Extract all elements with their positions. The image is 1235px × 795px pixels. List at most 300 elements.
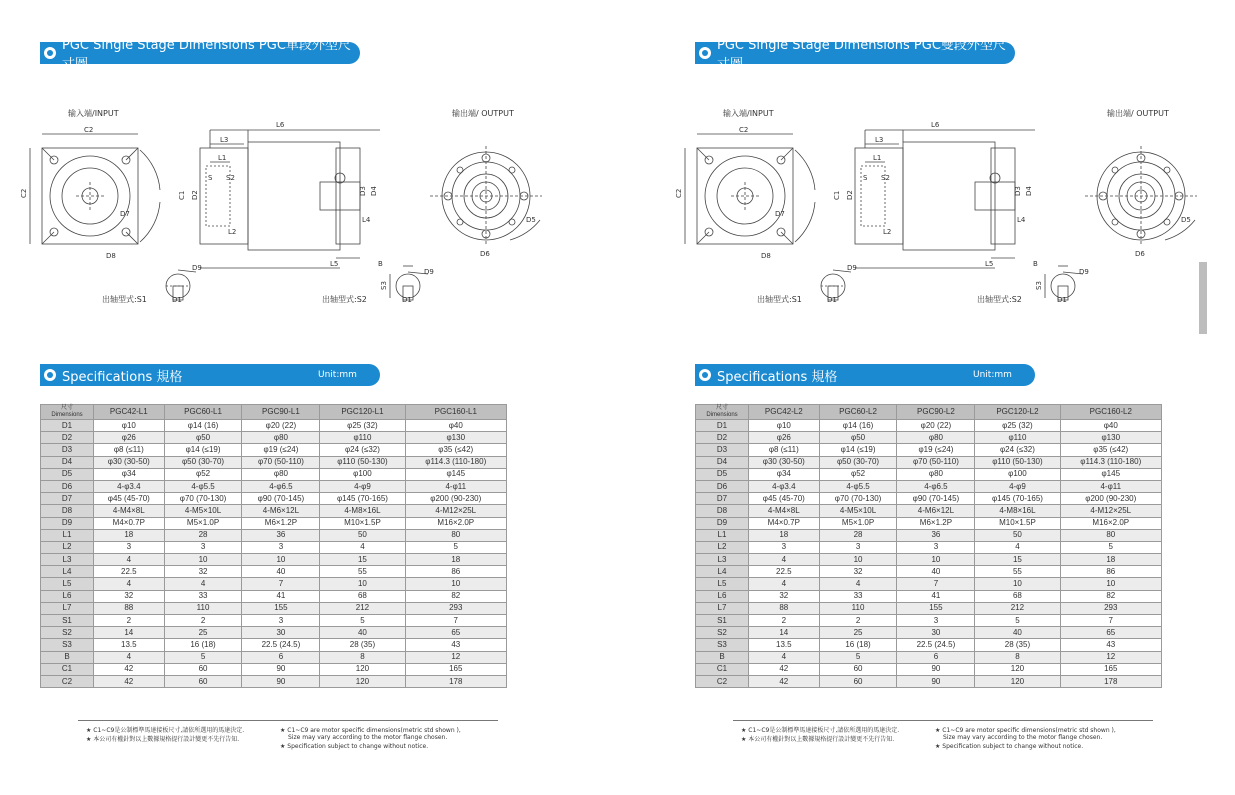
- table-cell: 25: [164, 627, 242, 639]
- table-row: [41, 651, 507, 663]
- table-row: [696, 615, 1162, 627]
- table-cell: φ90 (70-145): [897, 493, 975, 505]
- svg-text:D5: D5: [526, 216, 536, 224]
- table-cell: 14: [94, 627, 165, 639]
- table-cell: φ35 (≤42): [1060, 444, 1161, 456]
- header-model: PGC160-L1: [405, 405, 506, 420]
- table-cell: 32: [819, 566, 897, 578]
- table-cell: 41: [897, 590, 975, 602]
- table-cell: φ70 (70-130): [819, 493, 897, 505]
- table-cell: φ80: [897, 468, 975, 480]
- table-cell: 165: [1060, 663, 1161, 675]
- table-cell: 18: [1060, 554, 1161, 566]
- row-label: D1: [696, 420, 749, 432]
- table-row: [41, 675, 507, 687]
- svg-text:L1: L1: [873, 154, 882, 162]
- table-cell: 60: [819, 663, 897, 675]
- page-edge-tab: [1199, 262, 1207, 334]
- row-label: S3: [41, 639, 94, 651]
- dimensions-title: PGC Single Stage Dimensions PGC雙段外型尺寸圖: [717, 38, 1006, 72]
- table-row: [696, 456, 1162, 468]
- table-cell: 82: [405, 590, 506, 602]
- row-label: D6: [696, 480, 749, 492]
- output-label: 输出端/ OUTPUT: [452, 109, 514, 118]
- table-row: [696, 480, 1162, 492]
- header-dimensions-en: Dimensions: [51, 412, 83, 418]
- table-cell: 3: [819, 541, 897, 553]
- table-cell: 22.5 (24.5): [242, 639, 320, 651]
- row-label: L3: [41, 554, 94, 566]
- specifications-title: Specifications 規格: [717, 369, 838, 385]
- table-cell: 3: [242, 541, 320, 553]
- output-flange-view: [430, 146, 542, 246]
- table-cell: 4-M4×8L: [94, 505, 165, 517]
- table-row: [696, 578, 1162, 590]
- table-row: [696, 493, 1162, 505]
- table-row: [41, 639, 507, 651]
- table-cell: 4-φ9: [975, 480, 1060, 492]
- table-cell: M4×0.7P: [749, 517, 820, 529]
- table-row: [41, 529, 507, 541]
- table-cell: φ70 (50-110): [242, 456, 320, 468]
- table-cell: 80: [405, 529, 506, 541]
- table-cell: 293: [1060, 602, 1161, 614]
- table-cell: φ145: [1060, 468, 1161, 480]
- svg-text:L5: L5: [985, 260, 994, 268]
- specifications-banner: [695, 364, 1035, 386]
- table-cell: M16×2.0P: [1060, 517, 1161, 529]
- table-cell: 10: [819, 554, 897, 566]
- row-label: S1: [41, 615, 94, 627]
- row-label: D4: [41, 456, 94, 468]
- output-flange-view: [1085, 146, 1197, 246]
- row-label: D6: [41, 480, 94, 492]
- table-row: [41, 505, 507, 517]
- table-cell: 4: [94, 578, 165, 590]
- table-cell: φ145: [405, 468, 506, 480]
- table-cell: φ100: [320, 468, 405, 480]
- header-dimensions: [696, 405, 749, 420]
- table-cell: 5: [975, 615, 1060, 627]
- table-cell: φ145 (70-165): [975, 493, 1060, 505]
- table-cell: 5: [1060, 541, 1161, 553]
- note-zh-1: ★ C1~C9是公制標準馬達接板尺寸,請依所選用的馬達決定.: [741, 727, 900, 734]
- catalog-page-left: [20, 0, 580, 795]
- svg-text:D6: D6: [1135, 250, 1145, 258]
- row-label: L6: [696, 590, 749, 602]
- row-label: D3: [41, 444, 94, 456]
- note-en-1-b: Size may vary according to the motor flange chosen.: [943, 734, 1103, 741]
- table-cell: 12: [405, 651, 506, 663]
- dimensions-banner: [695, 38, 1015, 72]
- table-cell: 10: [897, 554, 975, 566]
- bullet-icon: [699, 47, 711, 59]
- input-flange-view: [685, 134, 815, 244]
- row-label: L4: [41, 566, 94, 578]
- table-cell: 10: [1060, 578, 1161, 590]
- row-label: C1: [696, 663, 749, 675]
- svg-text:S3: S3: [1035, 281, 1043, 290]
- table-cell: φ130: [405, 432, 506, 444]
- row-label: L5: [696, 578, 749, 590]
- table-cell: 4-φ11: [1060, 480, 1161, 492]
- table-cell: 4-φ9: [320, 480, 405, 492]
- row-label: D5: [696, 468, 749, 480]
- svg-text:D9: D9: [192, 264, 202, 272]
- table-cell: φ8 (≤11): [94, 444, 165, 456]
- header-dimensions-en: Dimensions: [706, 412, 738, 418]
- row-label: D4: [696, 456, 749, 468]
- table-cell: 32: [94, 590, 165, 602]
- row-label: L5: [41, 578, 94, 590]
- svg-text:B: B: [378, 260, 383, 268]
- dimensions-banner: [40, 38, 360, 72]
- note-zh-1: ★ C1~C9是公制標準馬達接板尺寸,請依所選用的馬達決定.: [86, 727, 245, 734]
- specifications-title: Specifications 規格: [62, 369, 183, 385]
- table-cell: 5: [819, 651, 897, 663]
- table-cell: 68: [320, 590, 405, 602]
- table-cell: 40: [897, 566, 975, 578]
- table-cell: φ40: [405, 420, 506, 432]
- header-model: PGC160-L2: [1060, 405, 1161, 420]
- table-row: [41, 627, 507, 639]
- table-cell: 10: [405, 578, 506, 590]
- table-cell: 4-M12×25L: [405, 505, 506, 517]
- table-row: [41, 602, 507, 614]
- table-cell: 22.5: [749, 566, 820, 578]
- table-cell: 28 (35): [320, 639, 405, 651]
- row-label: L2: [41, 541, 94, 553]
- table-cell: φ200 (90-230): [1060, 493, 1161, 505]
- note-zh-2: ★ 本公司有權針對以上數據規格提行設計變更不先行告知.: [741, 736, 895, 743]
- footnotes: [78, 720, 498, 750]
- table-cell: 68: [975, 590, 1060, 602]
- table-row: [696, 432, 1162, 444]
- table-cell: 4-M5×10L: [819, 505, 897, 517]
- table-cell: φ30 (30-50): [94, 456, 165, 468]
- row-label: D9: [696, 517, 749, 529]
- table-cell: 4-φ3.4: [749, 480, 820, 492]
- unit-label: Unit:mm: [318, 370, 357, 380]
- table-cell: 90: [897, 675, 975, 687]
- row-label: C2: [41, 675, 94, 687]
- table-cell: φ24 (≤32): [975, 444, 1060, 456]
- row-label: D1: [41, 420, 94, 432]
- table-cell: 43: [405, 639, 506, 651]
- svg-text:S: S: [208, 174, 213, 182]
- footnotes: [733, 720, 1153, 750]
- table-cell: M10×1.5P: [975, 517, 1060, 529]
- table-cell: φ26: [749, 432, 820, 444]
- table-row: [41, 554, 507, 566]
- table-cell: φ30 (30-50): [749, 456, 820, 468]
- output-label: 输出端/ OUTPUT: [1107, 109, 1169, 118]
- table-cell: 60: [819, 675, 897, 687]
- header-model: PGC42-L1: [94, 405, 165, 420]
- shaft-s2-label: 出轴型式:S2: [322, 295, 367, 304]
- table-row: [41, 456, 507, 468]
- table-cell: φ20 (22): [897, 420, 975, 432]
- table-cell: φ110: [975, 432, 1060, 444]
- svg-text:D4: D4: [370, 186, 378, 196]
- table-row: [696, 602, 1162, 614]
- table-cell: φ14 (≤19): [164, 444, 242, 456]
- header-model: PGC60-L2: [819, 405, 897, 420]
- svg-text:D7: D7: [775, 210, 785, 218]
- table-cell: 4: [164, 578, 242, 590]
- table-row: [41, 420, 507, 432]
- table-cell: φ45 (45-70): [749, 493, 820, 505]
- svg-text:S3: S3: [380, 281, 388, 290]
- table-cell: 3: [94, 541, 165, 553]
- row-label: L2: [696, 541, 749, 553]
- input-label: 输入端/INPUT: [68, 109, 119, 118]
- header-model: PGC90-L1: [242, 405, 320, 420]
- table-cell: 10: [975, 578, 1060, 590]
- table-cell: 6: [897, 651, 975, 663]
- note-en-1-b: Size may vary according to the motor flange chosen.: [288, 734, 448, 741]
- table-cell: 5: [320, 615, 405, 627]
- note-en-1: [280, 727, 500, 741]
- table-cell: 86: [1060, 566, 1161, 578]
- row-label: D3: [696, 444, 749, 456]
- row-label: B: [696, 651, 749, 663]
- table-cell: 120: [320, 675, 405, 687]
- bullet-icon: [44, 47, 56, 59]
- table-cell: 7: [1060, 615, 1161, 627]
- table-cell: φ45 (45-70): [94, 493, 165, 505]
- shaft-s1-label: 出轴型式:S1: [757, 295, 802, 304]
- input-label: 输入端/INPUT: [723, 109, 774, 118]
- table-cell: 90: [242, 663, 320, 675]
- svg-text:L4: L4: [1017, 216, 1026, 224]
- table-cell: φ145 (70-165): [320, 493, 405, 505]
- table-cell: 18: [405, 554, 506, 566]
- table-cell: 65: [1060, 627, 1161, 639]
- table-row: [41, 480, 507, 492]
- row-label: D5: [41, 468, 94, 480]
- table-cell: M10×1.5P: [320, 517, 405, 529]
- table-cell: 3: [897, 615, 975, 627]
- table-cell: φ20 (22): [242, 420, 320, 432]
- svg-text:D7: D7: [120, 210, 130, 218]
- table-cell: 13.5: [749, 639, 820, 651]
- table-cell: 4-φ3.4: [94, 480, 165, 492]
- table-row: [696, 651, 1162, 663]
- svg-text:L1: L1: [218, 154, 227, 162]
- table-cell: 30: [242, 627, 320, 639]
- note-en-1-a: ★ C1~C9 are motor specific dimensions(metric std shown ),: [280, 727, 461, 734]
- row-label: D9: [41, 517, 94, 529]
- table-cell: 60: [164, 675, 242, 687]
- row-label: L1: [696, 529, 749, 541]
- header-model: PGC120-L2: [975, 405, 1060, 420]
- table-row: [41, 578, 507, 590]
- table-cell: φ114.3 (110-180): [405, 456, 506, 468]
- table-header-row: [696, 405, 1162, 420]
- table-row: [41, 663, 507, 675]
- table-cell: 6: [242, 651, 320, 663]
- gearbox-side-view: [200, 130, 380, 268]
- table-cell: 10: [320, 578, 405, 590]
- table-row: [696, 554, 1162, 566]
- svg-text:D9: D9: [1079, 268, 1089, 276]
- table-cell: φ19 (≤24): [242, 444, 320, 456]
- table-header-row: [41, 405, 507, 420]
- table-cell: 41: [242, 590, 320, 602]
- table-cell: 110: [164, 602, 242, 614]
- header-dimensions: [41, 405, 94, 420]
- table-cell: 33: [819, 590, 897, 602]
- table-row: [696, 529, 1162, 541]
- table-cell: 4: [749, 651, 820, 663]
- row-label: C1: [41, 663, 94, 675]
- svg-text:D3: D3: [1014, 186, 1022, 196]
- table-cell: 4: [749, 554, 820, 566]
- table-cell: 3: [897, 541, 975, 553]
- bullet-icon: [44, 369, 56, 381]
- table-row: [41, 517, 507, 529]
- table-row: [41, 468, 507, 480]
- table-cell: 36: [242, 529, 320, 541]
- row-label: D8: [696, 505, 749, 517]
- header-model: PGC60-L1: [164, 405, 242, 420]
- table-cell: φ35 (≤42): [405, 444, 506, 456]
- table-cell: φ110 (50-130): [320, 456, 405, 468]
- table-cell: 60: [164, 663, 242, 675]
- row-label: L1: [41, 529, 94, 541]
- table-cell: 4: [320, 541, 405, 553]
- table-cell: 5: [164, 651, 242, 663]
- row-label: L6: [41, 590, 94, 602]
- row-label: D7: [696, 493, 749, 505]
- table-cell: 65: [405, 627, 506, 639]
- table-cell: 212: [975, 602, 1060, 614]
- table-cell: φ100: [975, 468, 1060, 480]
- row-label: L7: [696, 602, 749, 614]
- table-cell: 86: [405, 566, 506, 578]
- unit-label: Unit:mm: [973, 370, 1012, 380]
- table-cell: M5×1.0P: [819, 517, 897, 529]
- table-cell: φ50: [164, 432, 242, 444]
- table-cell: 30: [897, 627, 975, 639]
- table-cell: 42: [749, 675, 820, 687]
- header-dimensions-zh: 尺寸: [60, 405, 73, 411]
- table-cell: φ25 (32): [975, 420, 1060, 432]
- table-cell: φ110 (50-130): [975, 456, 1060, 468]
- table-row: [696, 420, 1162, 432]
- svg-text:L2: L2: [228, 228, 237, 236]
- table-cell: 10: [164, 554, 242, 566]
- table-cell: 178: [1060, 675, 1161, 687]
- input-flange-view: [30, 134, 160, 244]
- table-cell: 90: [242, 675, 320, 687]
- table-cell: φ10: [749, 420, 820, 432]
- table-cell: 25: [819, 627, 897, 639]
- table-cell: φ34: [749, 468, 820, 480]
- note-en-2: ★ Specification subject to change without notice.: [280, 743, 429, 750]
- table-cell: φ40: [1060, 420, 1161, 432]
- table-cell: 43: [1060, 639, 1161, 651]
- table-cell: 2: [749, 615, 820, 627]
- note-en-1-a: ★ C1~C9 are motor specific dimensions(metric std shown ),: [935, 727, 1116, 734]
- table-cell: 33: [164, 590, 242, 602]
- table-cell: φ80: [242, 468, 320, 480]
- table-cell: 42: [94, 675, 165, 687]
- svg-text:C2: C2: [20, 188, 28, 198]
- table-cell: 40: [975, 627, 1060, 639]
- table-cell: 8: [320, 651, 405, 663]
- table-cell: 50: [320, 529, 405, 541]
- svg-text:C1: C1: [178, 190, 186, 200]
- table-cell: 40: [242, 566, 320, 578]
- table-cell: 7: [897, 578, 975, 590]
- table-cell: 3: [749, 541, 820, 553]
- table-cell: 120: [975, 663, 1060, 675]
- bullet-icon: [699, 369, 711, 381]
- table-cell: 10: [242, 554, 320, 566]
- table-cell: 2: [164, 615, 242, 627]
- table-cell: φ14 (16): [819, 420, 897, 432]
- table-cell: 42: [749, 663, 820, 675]
- table-cell: 18: [749, 529, 820, 541]
- svg-text:D1: D1: [402, 296, 412, 304]
- table-cell: φ10: [94, 420, 165, 432]
- table-cell: 3: [164, 541, 242, 553]
- table-cell: 4-M4×8L: [749, 505, 820, 517]
- row-label: D2: [696, 432, 749, 444]
- table-cell: 4-φ5.5: [819, 480, 897, 492]
- table-cell: 4-M8×16L: [320, 505, 405, 517]
- table-cell: 36: [897, 529, 975, 541]
- table-cell: 2: [94, 615, 165, 627]
- catalog-page-right: [675, 0, 1235, 795]
- table-cell: 4: [94, 651, 165, 663]
- svg-text:D4: D4: [1025, 186, 1033, 196]
- table-cell: 4-φ6.5: [897, 480, 975, 492]
- row-label: L4: [696, 566, 749, 578]
- shaft-type-s2: [1045, 266, 1083, 300]
- table-cell: 5: [405, 541, 506, 553]
- table-cell: 7: [405, 615, 506, 627]
- table-cell: φ50 (30-70): [164, 456, 242, 468]
- table-cell: φ50 (30-70): [819, 456, 897, 468]
- table-cell: 4-φ5.5: [164, 480, 242, 492]
- table-cell: 110: [819, 602, 897, 614]
- table-cell: 32: [749, 590, 820, 602]
- table-cell: φ24 (≤32): [320, 444, 405, 456]
- table-cell: φ34: [94, 468, 165, 480]
- svg-text:D1: D1: [1057, 296, 1067, 304]
- svg-text:L3: L3: [220, 136, 229, 144]
- gearbox-side-view: [855, 130, 1035, 268]
- table-cell: φ19 (≤24): [897, 444, 975, 456]
- shaft-s1-label: 出轴型式:S1: [102, 295, 147, 304]
- row-label: D8: [41, 505, 94, 517]
- svg-text:C2: C2: [739, 126, 749, 134]
- row-label: S1: [696, 615, 749, 627]
- table-row: [41, 444, 507, 456]
- table-cell: 28 (35): [975, 639, 1060, 651]
- table-row: [41, 432, 507, 444]
- table-row: [696, 675, 1162, 687]
- svg-text:D6: D6: [480, 250, 490, 258]
- table-row: [696, 444, 1162, 456]
- table-cell: φ110: [320, 432, 405, 444]
- table-cell: 55: [320, 566, 405, 578]
- table-cell: 212: [320, 602, 405, 614]
- table-cell: 16 (18): [819, 639, 897, 651]
